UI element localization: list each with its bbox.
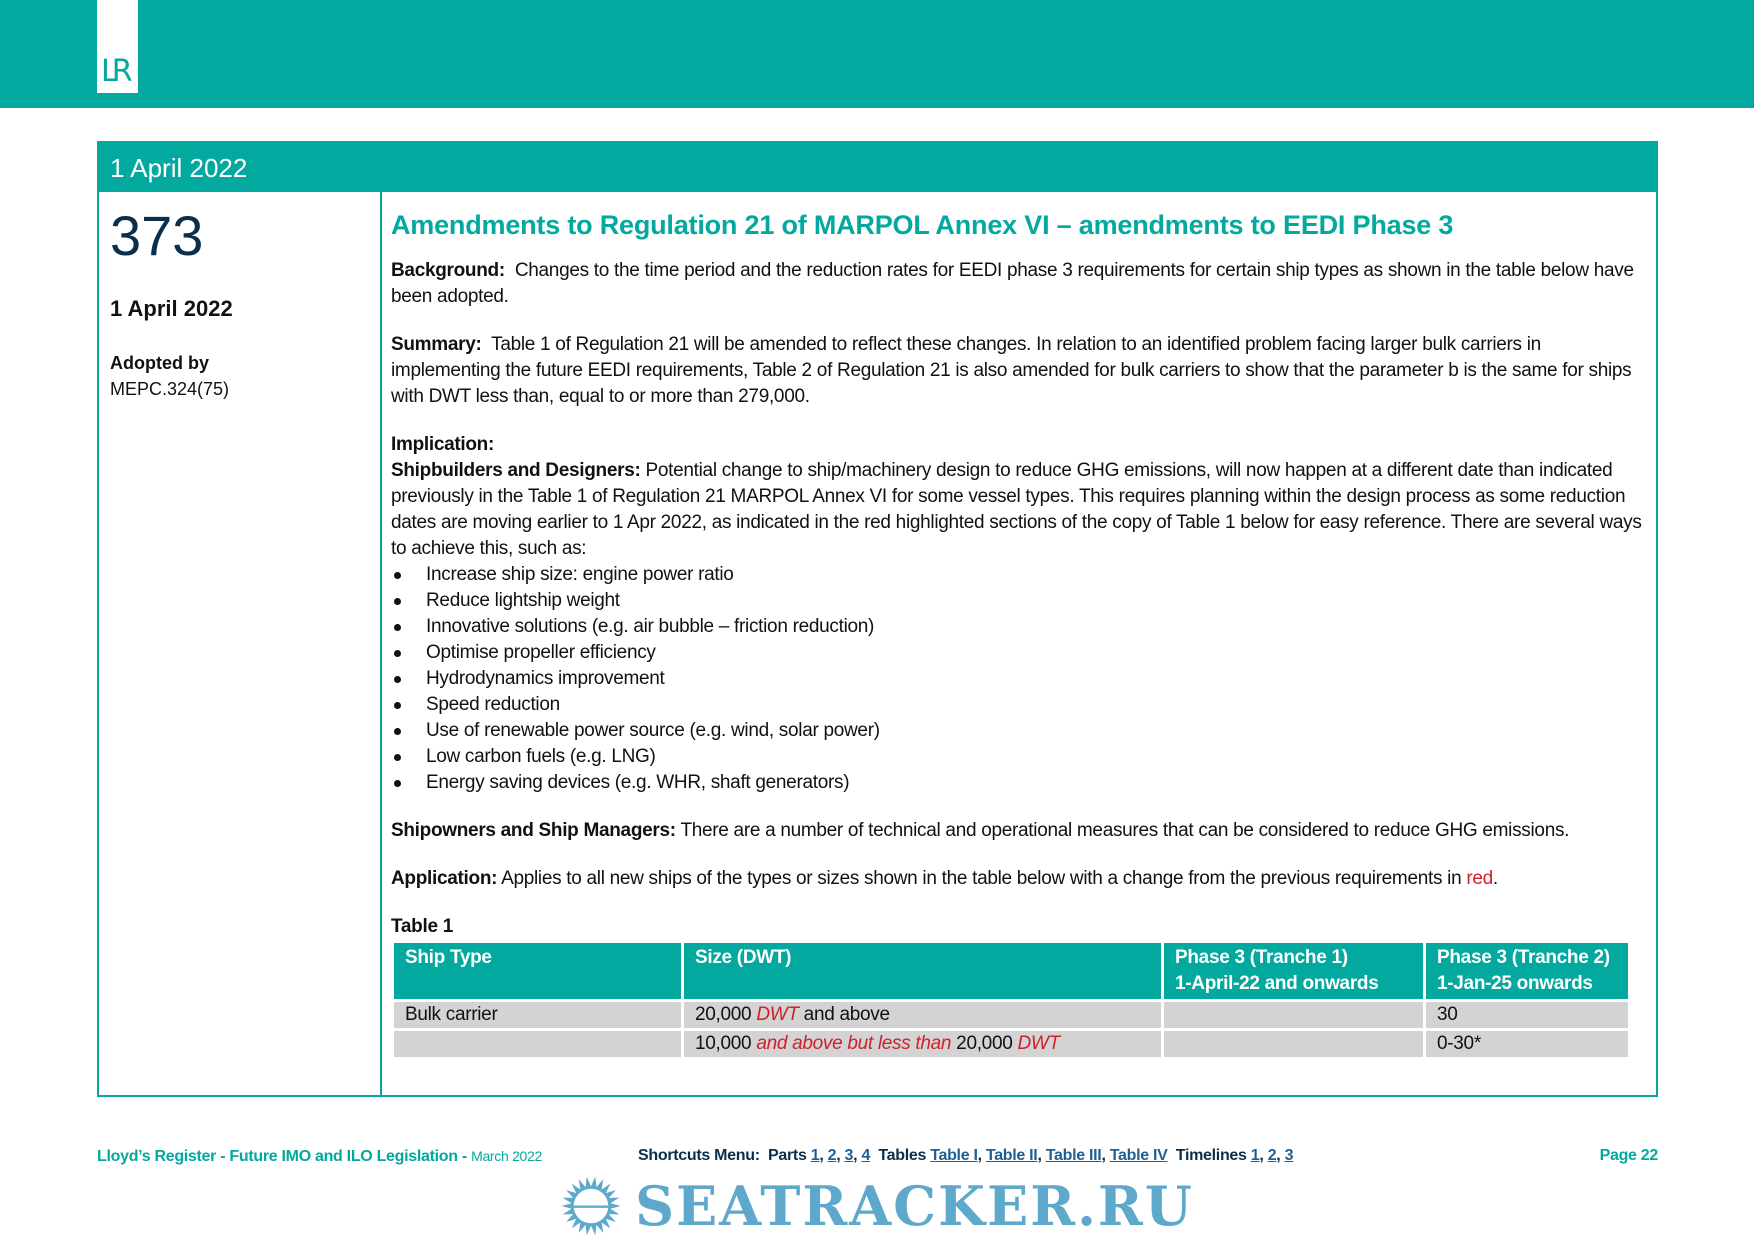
col-header: Phase 3 (Tranche 2) 1-Jan-25 onwards xyxy=(1425,942,1630,1001)
list-item: Low carbon fuels (e.g. LNG) xyxy=(391,744,1642,770)
page-number: Page 22 xyxy=(1599,1147,1658,1164)
logo-text: LR xyxy=(101,54,127,89)
left-column xyxy=(99,192,382,1095)
table-link-1[interactable]: Table I xyxy=(930,1147,978,1164)
background-paragraph xyxy=(391,258,1642,310)
cell-size: 10,000 and above but less than 20,000 DWT xyxy=(683,1030,1163,1059)
table-caption: Table 1 xyxy=(391,916,453,937)
table-link-2[interactable]: Table II xyxy=(985,1147,1038,1164)
list-item: Increase ship size: engine power ratio xyxy=(391,562,1642,588)
summary-label: Summary: xyxy=(391,334,482,355)
cell-tranche2: 30 xyxy=(1425,1001,1630,1030)
col-header: Ship Type xyxy=(393,942,683,1001)
adopted-label: Adopted by xyxy=(110,353,209,373)
implication-section xyxy=(391,432,1642,796)
item-number: 373 xyxy=(110,204,204,267)
part-link-3[interactable]: 3 xyxy=(844,1147,854,1164)
timeline-link-3[interactable]: 3 xyxy=(1284,1147,1294,1164)
background-label: Background: xyxy=(391,260,505,281)
summary-text: Table 1 of Regulation 21 will be amended to reflect these changes. In relation to an identified problem facing larger bulk carriers in implementing the future EEDI requirements, Table 2 of Regulation 21 is also amended for bulk carriers to show that the parameter b is the same for ships with DWT less than, equal to or more than 279,000. xyxy=(391,334,1632,407)
application-end: . xyxy=(1492,868,1498,889)
main-column xyxy=(382,192,1656,1095)
part-link-4[interactable]: 4 xyxy=(861,1147,871,1164)
shortcuts-label: Shortcuts Menu: xyxy=(638,1147,760,1164)
summary-paragraph xyxy=(391,332,1642,410)
shipowners-text: There are a number of technical and operational measures that can be considered to reduce GHG emissions. xyxy=(680,820,1570,841)
table-header-row xyxy=(393,942,1630,1001)
footer-date: March 2022 xyxy=(471,1148,543,1164)
adopted-value: MEPC.324(75) xyxy=(110,379,230,399)
watermark-text: SEATRACKER.RU xyxy=(635,1174,1194,1238)
list-item: Energy saving devices (e.g. WHR, shaft generators) xyxy=(391,770,1642,796)
timeline-link-2[interactable]: 2 xyxy=(1267,1147,1277,1164)
col-header: Phase 3 (Tranche 1) 1-April-22 and onwards xyxy=(1163,942,1425,1001)
watermark xyxy=(97,1175,1658,1237)
list-item: Use of renewable power source (e.g. wind, solar power) xyxy=(391,718,1642,744)
table-row xyxy=(393,1030,1630,1059)
application-paragraph xyxy=(391,866,1642,892)
footer: Lloyd’s Register - Future IMO and ILO Legislation - March 2022 Shortcuts Menu: Parts 1, 2, 3, 4 Tables Table I, Table II, Table III, Table IV Timelines 1, 2, 3 Page 22 xyxy=(97,1147,1658,1165)
col-header: Size (DWT) xyxy=(683,942,1163,1001)
cell-tranche2: 0-30* xyxy=(1425,1030,1630,1059)
item-date: 1 April 2022 xyxy=(110,296,233,321)
columns xyxy=(99,192,1656,1095)
page-title: Amendments to Regulation 21 of MARPOL Annex VI – amendments to EEDI Phase 3 xyxy=(391,210,1454,240)
list-item: Speed reduction xyxy=(391,692,1642,718)
list-item: Innovative solutions (e.g. air bubble – friction reduction) xyxy=(391,614,1642,640)
list-item: Reduce lightship weight xyxy=(391,588,1642,614)
table-link-4[interactable]: Table IV xyxy=(1109,1147,1168,1164)
cell-ship-type: Bulk carrier xyxy=(393,1001,683,1030)
sun-icon xyxy=(561,1176,621,1236)
table-link-3[interactable]: Table III xyxy=(1045,1147,1102,1164)
application-text: Applies to all new ships of the types or sizes shown in the table below with a change from the previous requirements in xyxy=(501,868,1462,889)
content-box xyxy=(97,141,1658,1097)
page-flow xyxy=(97,141,1658,1237)
background-text: Changes to the time period and the reduction rates for EEDI phase 3 requirements for certain ship types as shown in the table below have been adopted. xyxy=(391,260,1634,307)
list-item: Hydrodynamics improvement xyxy=(391,666,1642,692)
footer-title: Lloyd’s Register - Future IMO and ILO Legislation - xyxy=(97,1148,467,1165)
shipbuilders-text: Potential change to ship/machinery design to reduce GHG emissions, will now happen at a different date than indicated previously in the Table 1 of Regulation 21 MARPOL Annex VI for some vessel types. This requires planning within the design process as some reduction dates are moving earlier to 1 Apr 2022, as indicated in the red highlighted sections of the copy of Table 1 below for easy reference. There are several ways to achieve this, such as: xyxy=(391,460,1642,559)
tables-label: Tables xyxy=(878,1147,927,1164)
cell-size: 20,000 DWT and above xyxy=(683,1001,1163,1030)
table-row xyxy=(393,1001,1630,1030)
top-banner xyxy=(0,0,1754,108)
application-red: red xyxy=(1466,868,1493,889)
shipowners-label: Shipowners and Ship Managers: xyxy=(391,820,676,841)
implication-label: Implication: xyxy=(391,434,495,455)
part-link-1[interactable]: 1 xyxy=(810,1147,820,1164)
cell-tranche1 xyxy=(1163,1001,1425,1030)
parts-label: Parts xyxy=(768,1147,807,1164)
cell-ship-type xyxy=(393,1030,683,1059)
bullet-list xyxy=(391,562,1642,796)
part-link-2[interactable]: 2 xyxy=(827,1147,837,1164)
shipbuilders-label: Shipbuilders and Designers: xyxy=(391,460,641,481)
date-band: 1 April 2022 xyxy=(99,143,1656,192)
timelines-label: Timelines xyxy=(1175,1147,1247,1164)
application-label: Application: xyxy=(391,868,498,889)
eedi-table xyxy=(391,940,1631,1060)
shipowners-paragraph xyxy=(391,818,1642,844)
cell-tranche1 xyxy=(1163,1030,1425,1059)
timeline-link-1[interactable]: 1 xyxy=(1250,1147,1260,1164)
lr-logo xyxy=(97,0,138,93)
list-item: Optimise propeller efficiency xyxy=(391,640,1642,666)
